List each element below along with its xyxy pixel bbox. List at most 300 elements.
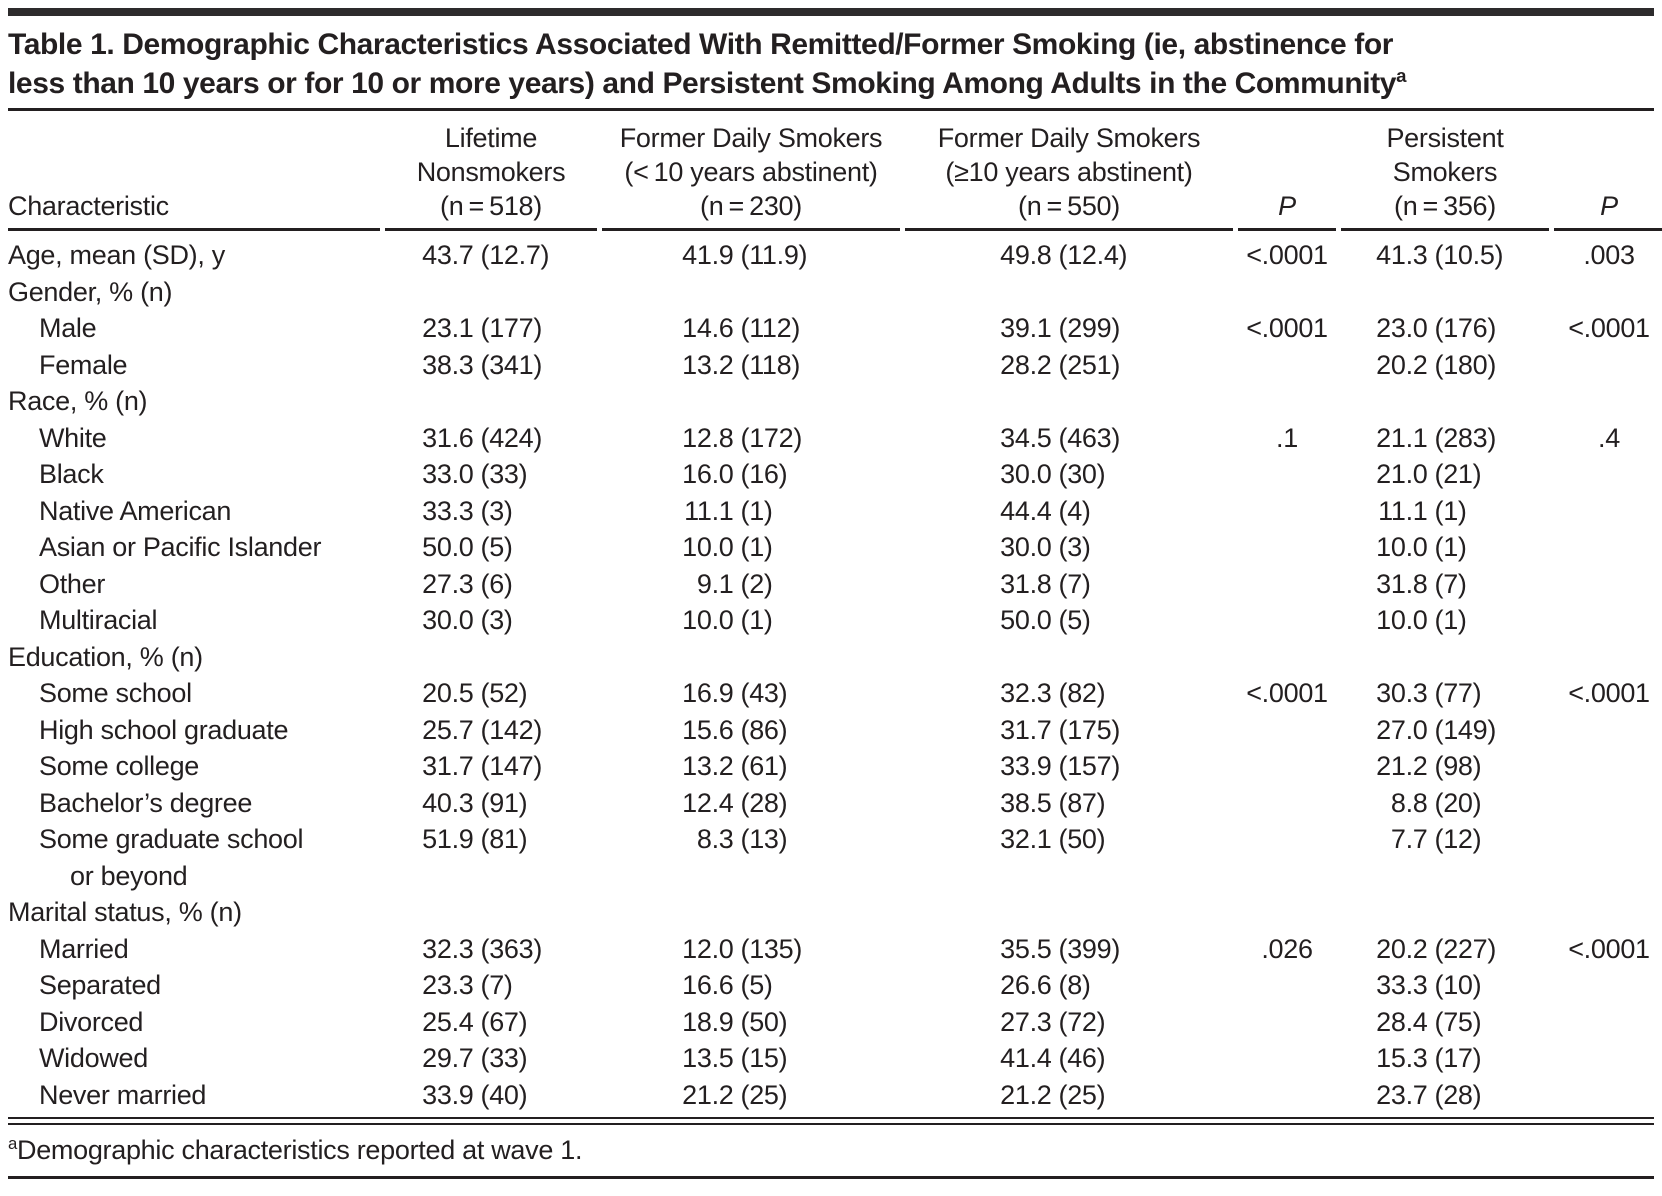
value-count: (40) <box>480 1079 528 1110</box>
value-percent: 13.2 <box>682 349 734 380</box>
value-percent: 51.9 <box>422 824 474 854</box>
cell-value <box>385 894 597 931</box>
cell-pvalue <box>1554 785 1662 822</box>
value-percent: 28.2 <box>1000 349 1052 380</box>
value-percent: 12.0 <box>682 933 734 964</box>
cell-pvalue <box>1238 785 1336 822</box>
value-count: (1) <box>1434 605 1467 635</box>
table-row <box>8 931 1662 968</box>
value-percent: 23.7 <box>1376 1079 1428 1110</box>
cell-value <box>385 383 597 420</box>
cell-value <box>602 274 900 311</box>
title-superscript: a <box>1396 65 1407 86</box>
cell-value <box>905 931 1233 968</box>
value-percent: 25.7 <box>422 714 474 745</box>
cell-value <box>385 785 597 822</box>
value-percent: 35.5 <box>1000 933 1052 964</box>
value-count: (50) <box>1058 824 1106 854</box>
cell-pvalue: .4 <box>1598 422 1620 453</box>
value-count: (46) <box>1058 1043 1106 1073</box>
value-count: (7) <box>480 970 513 1000</box>
value-percent: 29.7 <box>422 1043 474 1073</box>
value-count: (463) <box>1058 422 1121 453</box>
table-row <box>8 529 1662 566</box>
cell-value <box>385 1040 597 1077</box>
cell-pvalue <box>1554 602 1662 639</box>
value-percent: 10.0 <box>1376 605 1428 635</box>
value-count: (12.7) <box>480 240 550 270</box>
value-percent: 11.1 <box>1378 495 1428 526</box>
cell-value <box>602 894 900 931</box>
value-count: (175) <box>1058 714 1121 745</box>
cell-pvalue: .026 <box>1261 933 1313 964</box>
cell-value <box>905 602 1233 639</box>
row-label: Native American <box>39 495 232 526</box>
cell-value <box>1341 894 1549 931</box>
cell-value <box>1341 1004 1549 1041</box>
cell-value <box>602 1077 900 1114</box>
value-count: (67) <box>480 1006 528 1037</box>
value-percent: 31.7 <box>1000 714 1052 745</box>
table-row <box>8 675 1662 712</box>
value-count: (1) <box>740 495 773 526</box>
value-percent: 43.7 <box>422 240 474 270</box>
cell-value <box>602 821 900 894</box>
cell-value <box>905 529 1233 566</box>
value-count: (176) <box>1434 313 1497 343</box>
cell-value <box>905 821 1233 894</box>
cell-value <box>602 785 900 822</box>
cell-pvalue <box>1238 967 1336 1004</box>
value-count: (7) <box>1058 568 1091 599</box>
cell-pvalue <box>1554 456 1662 493</box>
value-count: (33) <box>480 459 528 489</box>
value-count: (10) <box>1434 970 1482 1000</box>
cell-value <box>905 894 1233 931</box>
cell-value <box>1341 420 1549 457</box>
cell-pvalue <box>1238 1077 1336 1114</box>
table-row <box>8 493 1662 530</box>
cell-value <box>905 675 1233 712</box>
value-percent: 16.9 <box>682 678 734 708</box>
value-count: (21) <box>1434 459 1482 489</box>
value-percent: 39.1 <box>1000 313 1052 343</box>
value-percent: 13.5 <box>682 1043 734 1073</box>
column-header-p-value-persistent: P <box>1554 111 1662 231</box>
cell-pvalue <box>1238 1040 1336 1077</box>
value-count: (1) <box>740 532 773 562</box>
value-count: (13) <box>740 824 788 854</box>
value-percent: 50.0 <box>1000 605 1052 635</box>
value-percent: 38.3 <box>422 349 474 380</box>
table-row <box>8 1004 1662 1041</box>
row-label: Marital status, % (n) <box>8 897 242 927</box>
value-count: (5) <box>480 532 513 562</box>
body-bottom-rule <box>8 1117 1654 1125</box>
cell-pvalue <box>1238 566 1336 603</box>
cell-pvalue <box>1554 1040 1662 1077</box>
cell-value <box>602 493 900 530</box>
value-count: (77) <box>1434 678 1482 708</box>
value-count: (147) <box>480 751 543 781</box>
cell-value <box>385 347 597 384</box>
value-count: (16) <box>740 459 788 489</box>
row-label: Race, % (n) <box>8 386 148 416</box>
cell-value <box>1341 1040 1549 1077</box>
cell-pvalue <box>1554 529 1662 566</box>
table-row <box>8 456 1662 493</box>
cell-value <box>385 639 597 676</box>
table-title: Table 1. Demographic Characteristics Associated With Remitted/Former Smoking (ie, abstinence for less than 10 years or for 10 or more years) and Persistent Smoking Among Adults in the Community$^a$ <box>8 28 1407 100</box>
value-percent: 27.0 <box>1376 714 1428 745</box>
value-percent: 50.0 <box>422 532 474 562</box>
value-percent: 11.1 <box>684 495 734 526</box>
value-percent: 8.8 <box>1390 787 1428 818</box>
value-count: (227) <box>1434 933 1497 964</box>
column-header-characteristic: Characteristic <box>8 111 380 231</box>
value-count: (341) <box>480 349 543 380</box>
value-percent: 12.8 <box>682 422 734 453</box>
cell-value <box>385 274 597 311</box>
value-percent: 21.1 <box>1376 422 1428 453</box>
cell-value <box>385 566 597 603</box>
cell-value <box>905 566 1233 603</box>
value-percent: 33.9 <box>1000 751 1052 781</box>
table-row <box>8 420 1662 457</box>
value-count: (10.5) <box>1434 240 1504 270</box>
value-percent: 34.5 <box>1000 422 1052 453</box>
table-row <box>8 967 1662 1004</box>
row-label: Some college <box>39 751 199 781</box>
row-label: Separated <box>39 970 161 1000</box>
cell-value <box>905 231 1233 274</box>
cell-pvalue: <.0001 <box>1246 678 1328 708</box>
cell-value <box>385 420 597 457</box>
value-count: (6) <box>480 568 513 599</box>
value-count: (4) <box>1058 495 1091 526</box>
value-percent: 16.6 <box>682 970 734 1000</box>
value-count: (149) <box>1434 714 1497 745</box>
value-count: (424) <box>480 422 543 453</box>
row-label: Some graduate school or beyond <box>8 821 380 894</box>
value-count: (118) <box>740 349 801 380</box>
cell-value <box>385 310 597 347</box>
row-label: Never married <box>39 1079 207 1110</box>
value-count: (399) <box>1058 933 1121 964</box>
cell-value <box>385 602 597 639</box>
cell-value <box>1341 931 1549 968</box>
value-percent: 18.9 <box>682 1006 734 1037</box>
value-count: (180) <box>1434 349 1497 380</box>
value-percent: 15.6 <box>682 714 734 745</box>
cell-pvalue: .1 <box>1276 422 1298 453</box>
table-body <box>8 231 1662 1113</box>
value-percent: 32.3 <box>1000 678 1052 708</box>
value-percent: 21.0 <box>1376 459 1428 489</box>
value-percent: 33.0 <box>422 459 474 489</box>
value-percent: 12.4 <box>682 787 734 818</box>
cell-value <box>385 456 597 493</box>
value-percent: 41.9 <box>682 240 734 270</box>
cell-pvalue <box>1554 1077 1662 1114</box>
cell-pvalue <box>1554 639 1662 676</box>
value-percent: 10.0 <box>1376 532 1428 562</box>
column-header-lifetime-nonsmokers: Lifetime Nonsmokers (n = 518) <box>385 111 597 231</box>
row-label: Married <box>39 933 129 964</box>
cell-pvalue <box>1554 347 1662 384</box>
value-count: (177) <box>480 313 543 343</box>
cell-value <box>1341 821 1549 894</box>
value-count: (3) <box>1058 532 1091 562</box>
value-count: (82) <box>1058 678 1106 708</box>
value-count: (1) <box>1434 495 1467 526</box>
value-count: (86) <box>740 714 788 745</box>
cell-value <box>602 748 900 785</box>
value-count: (17) <box>1434 1043 1482 1073</box>
value-count: (20) <box>1434 787 1482 818</box>
value-count: (8) <box>1058 970 1091 1000</box>
value-percent: 27.3 <box>1000 1006 1052 1037</box>
value-count: (157) <box>1058 751 1121 781</box>
value-count: (1) <box>1434 532 1467 562</box>
value-count: (28) <box>1434 1079 1482 1110</box>
cell-pvalue: <.0001 <box>1246 240 1328 270</box>
table-row <box>8 785 1662 822</box>
cell-value <box>385 529 597 566</box>
value-count: (112) <box>740 313 801 343</box>
row-label: Age, mean (SD), y <box>8 240 225 270</box>
cell-value <box>602 456 900 493</box>
cell-value <box>385 967 597 1004</box>
cell-pvalue: <.0001 <box>1568 678 1650 708</box>
cell-pvalue: .003 <box>1583 240 1635 270</box>
cell-value <box>602 231 900 274</box>
cell-value <box>602 310 900 347</box>
cell-value <box>385 1077 597 1114</box>
cell-pvalue <box>1554 493 1662 530</box>
value-percent: 41.3 <box>1376 240 1428 270</box>
cell-value <box>1341 675 1549 712</box>
cell-value <box>602 566 900 603</box>
cell-value <box>905 785 1233 822</box>
table-row <box>8 639 1662 676</box>
cell-value <box>905 712 1233 749</box>
top-rule <box>8 8 1654 16</box>
value-count: (91) <box>480 787 528 818</box>
cell-value <box>602 529 900 566</box>
footnote-text: Demographic characteristics reported at wave 1. <box>17 1135 583 1165</box>
table-row <box>8 712 1662 749</box>
cell-value <box>385 748 597 785</box>
cell-pvalue <box>1238 712 1336 749</box>
value-percent: 30.0 <box>1000 532 1052 562</box>
table-row <box>8 231 1662 274</box>
cell-value <box>385 931 597 968</box>
cell-pvalue <box>1238 274 1336 311</box>
demographics-table <box>3 111 1662 1113</box>
row-label: Male <box>39 313 97 343</box>
cell-pvalue <box>1238 529 1336 566</box>
value-percent: 16.0 <box>682 459 734 489</box>
value-count: (25) <box>1058 1079 1106 1110</box>
cell-pvalue <box>1238 493 1336 530</box>
table-header <box>8 111 1662 231</box>
value-percent: 23.0 <box>1376 313 1428 343</box>
cell-value <box>602 639 900 676</box>
value-count: (2) <box>740 568 773 599</box>
value-percent: 9.1 <box>696 568 734 599</box>
value-count: (5) <box>740 970 773 1000</box>
table-footnote <box>8 1125 1654 1176</box>
cell-pvalue <box>1238 383 1336 420</box>
cell-value <box>602 347 900 384</box>
cell-pvalue: <.0001 <box>1246 313 1328 343</box>
value-percent: 27.3 <box>422 568 474 599</box>
table-row <box>8 821 1662 894</box>
table-row <box>8 894 1662 931</box>
cell-value <box>1341 383 1549 420</box>
cell-value <box>602 1004 900 1041</box>
value-percent: 20.2 <box>1376 933 1428 964</box>
cell-value <box>905 456 1233 493</box>
table-row <box>8 748 1662 785</box>
row-label: Other <box>39 568 106 599</box>
value-percent: 31.8 <box>1000 568 1052 599</box>
row-label: Black <box>39 459 104 489</box>
value-percent: 28.4 <box>1376 1006 1428 1037</box>
value-percent: 21.2 <box>1000 1079 1052 1110</box>
cell-value <box>602 967 900 1004</box>
value-count: (283) <box>1434 422 1497 453</box>
cell-value <box>905 347 1233 384</box>
value-percent: 20.5 <box>422 678 474 708</box>
value-count: (75) <box>1434 1006 1482 1037</box>
row-label: White <box>39 422 107 453</box>
cell-value <box>1341 529 1549 566</box>
table-row <box>8 566 1662 603</box>
cell-pvalue <box>1238 639 1336 676</box>
cell-pvalue <box>1238 748 1336 785</box>
cell-value <box>905 383 1233 420</box>
value-count: (251) <box>1058 349 1121 380</box>
value-percent: 30.0 <box>422 605 474 635</box>
cell-value <box>602 602 900 639</box>
value-count: (81) <box>480 824 528 854</box>
value-count: (61) <box>740 751 788 781</box>
value-count: (50) <box>740 1006 788 1037</box>
cell-pvalue <box>1554 566 1662 603</box>
value-count: (1) <box>740 605 773 635</box>
value-percent: 10.0 <box>682 532 734 562</box>
footnote-marker: a <box>8 1134 18 1153</box>
value-count: (135) <box>740 933 803 964</box>
row-label: Divorced <box>39 1006 144 1037</box>
cell-value <box>905 493 1233 530</box>
value-percent: 7.7 <box>1390 824 1428 854</box>
cell-value <box>1341 639 1549 676</box>
value-percent: 41.4 <box>1000 1043 1052 1073</box>
cell-value <box>1341 602 1549 639</box>
cell-value <box>1341 785 1549 822</box>
cell-value <box>1341 456 1549 493</box>
value-percent: 30.3 <box>1376 678 1428 708</box>
cell-value <box>1341 231 1549 274</box>
value-percent: 33.9 <box>422 1079 474 1110</box>
value-percent: 33.3 <box>1376 970 1428 1000</box>
row-label: Asian or Pacific Islander <box>39 532 322 562</box>
row-label: Multiracial <box>39 605 158 635</box>
table-row <box>8 602 1662 639</box>
value-count: (87) <box>1058 787 1106 818</box>
cell-pvalue <box>1554 712 1662 749</box>
value-count: (72) <box>1058 1006 1106 1037</box>
cell-value <box>1341 566 1549 603</box>
cell-value <box>385 712 597 749</box>
cell-value <box>1341 310 1549 347</box>
row-label: Gender, % (n) <box>8 276 173 307</box>
cell-value <box>905 1004 1233 1041</box>
cell-pvalue <box>1554 821 1662 894</box>
cell-value <box>602 420 900 457</box>
table-row <box>8 383 1662 420</box>
row-label: High school graduate <box>39 714 289 745</box>
bottom-rule <box>8 1176 1654 1179</box>
value-count: (33) <box>480 1043 528 1073</box>
cell-value <box>905 1040 1233 1077</box>
value-count: (363) <box>480 933 543 964</box>
cell-value <box>905 1077 1233 1114</box>
cell-value <box>1341 748 1549 785</box>
value-percent: 30.0 <box>1000 459 1052 489</box>
value-percent: 14.6 <box>682 313 734 343</box>
value-percent: 33.3 <box>422 495 474 526</box>
cell-value <box>905 420 1233 457</box>
value-count: (25) <box>740 1079 788 1110</box>
cell-value <box>905 310 1233 347</box>
table-row <box>8 310 1662 347</box>
column-header-p-value-former: P <box>1238 111 1336 231</box>
value-percent: 21.2 <box>1376 751 1428 781</box>
value-percent: 23.3 <box>422 970 474 1000</box>
value-percent: 31.8 <box>1376 568 1428 599</box>
value-count: (5) <box>1058 605 1091 635</box>
value-percent: 23.1 <box>422 313 474 343</box>
value-percent: 32.1 <box>1000 824 1052 854</box>
cell-value <box>905 274 1233 311</box>
cell-value <box>385 821 597 894</box>
value-count: (12.4) <box>1058 240 1128 270</box>
cell-value <box>385 493 597 530</box>
cell-value <box>905 748 1233 785</box>
table-row <box>8 274 1662 311</box>
column-header-persistent-smokers: Persistent Smokers (n = 356) <box>1341 111 1549 231</box>
cell-pvalue <box>1238 894 1336 931</box>
cell-value <box>1341 493 1549 530</box>
column-header-former-daily-lt10: Former Daily Smokers (< 10 years abstinent) (n = 230) <box>602 111 900 231</box>
value-percent: 15.3 <box>1376 1043 1428 1073</box>
value-count: (30) <box>1058 459 1106 489</box>
cell-value <box>1341 712 1549 749</box>
table-row <box>8 1077 1662 1114</box>
cell-value <box>385 1004 597 1041</box>
cell-pvalue: <.0001 <box>1568 933 1650 964</box>
cell-pvalue <box>1554 748 1662 785</box>
row-label: Some school <box>39 678 192 708</box>
row-label: Education, % (n) <box>8 641 203 672</box>
cell-value <box>905 967 1233 1004</box>
cell-value <box>1341 347 1549 384</box>
row-label: Widowed <box>39 1043 148 1073</box>
